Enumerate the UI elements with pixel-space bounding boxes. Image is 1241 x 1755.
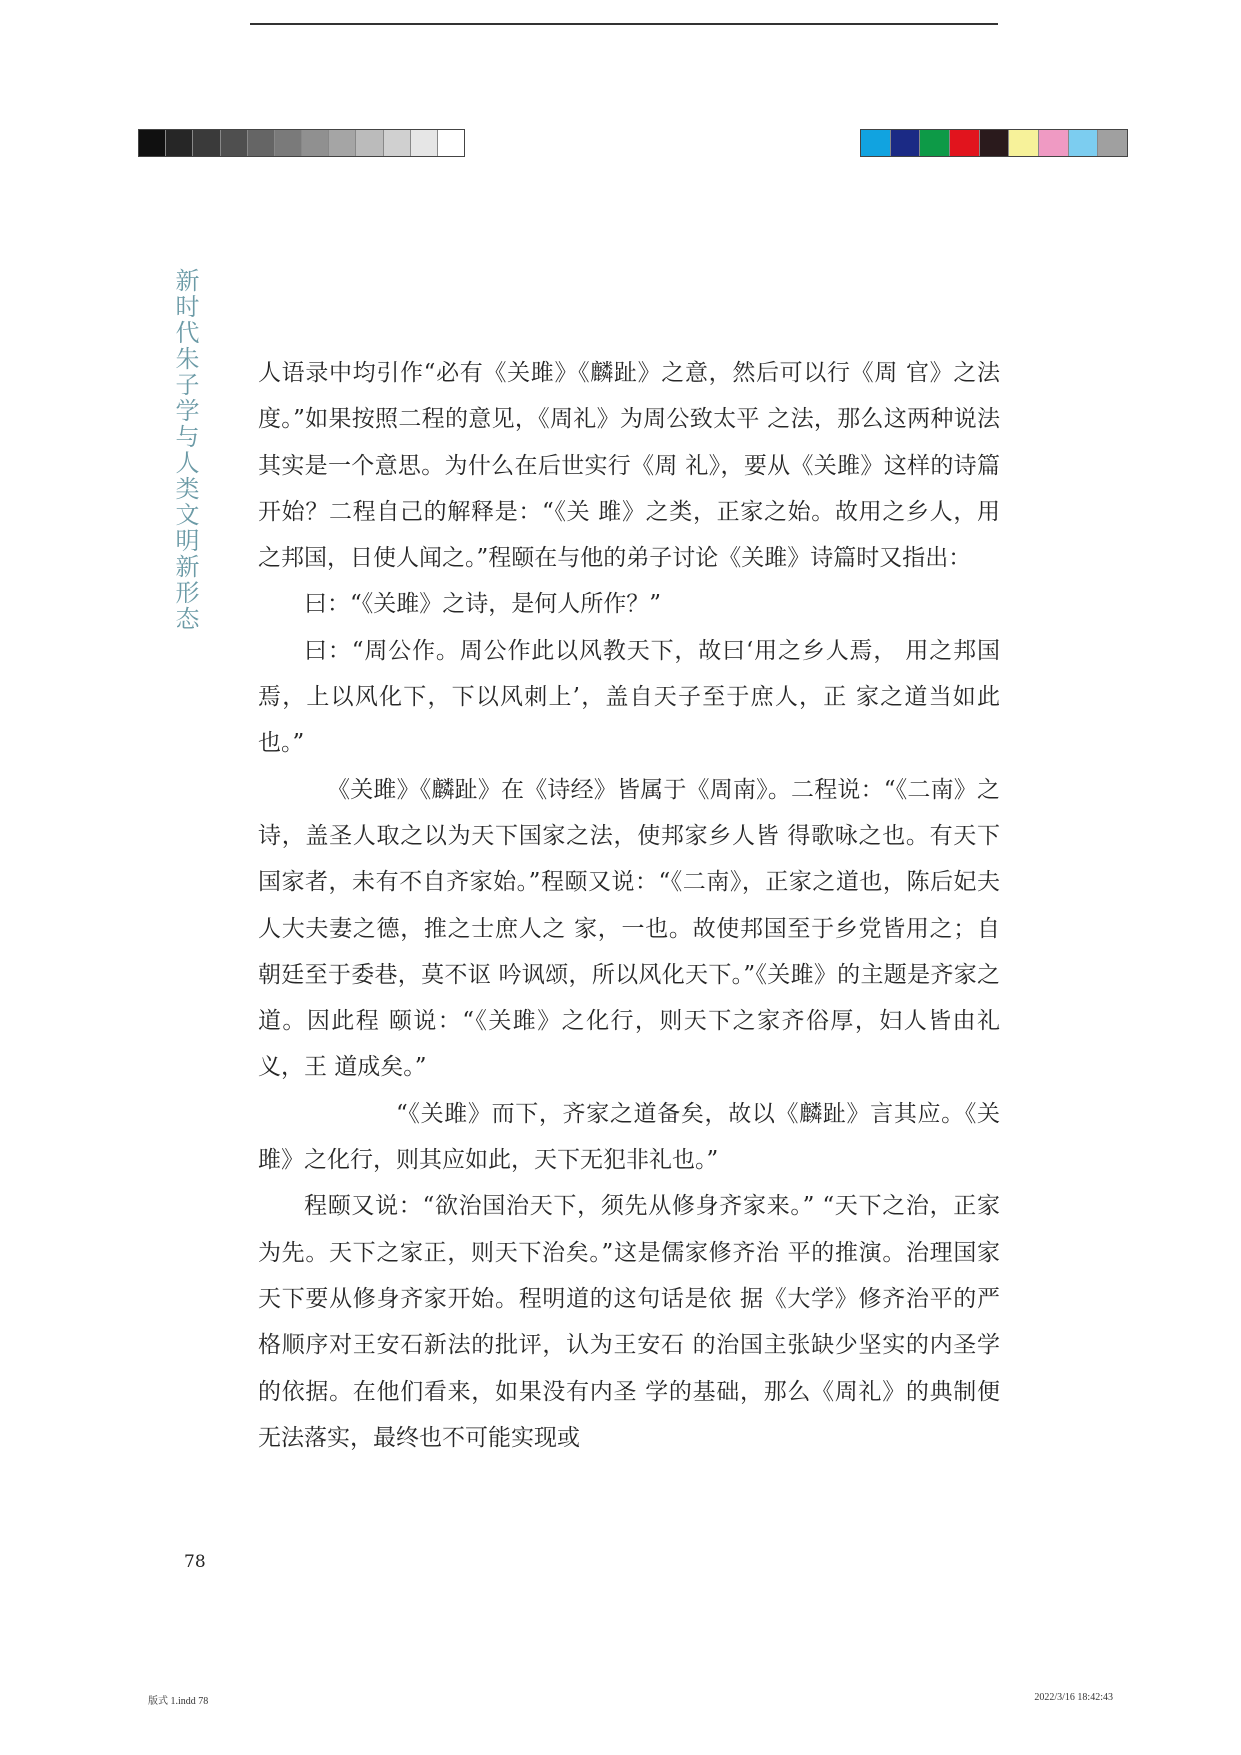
- color-swatch: [1039, 130, 1069, 156]
- process-color-bar: [860, 129, 1128, 157]
- gray-swatch: [356, 130, 383, 156]
- gray-swatch: [302, 130, 329, 156]
- color-swatch: [980, 130, 1010, 156]
- gray-swatch: [384, 130, 411, 156]
- paragraph: 曰：“《关雎》之诗，是何人所作？”: [304, 591, 662, 618]
- gray-swatch: [438, 130, 464, 156]
- running-book-title: 新时代朱子学与人类文明新形态: [171, 268, 199, 632]
- color-swatch: [920, 130, 950, 156]
- color-swatch: [1098, 130, 1127, 156]
- gray-swatch: [166, 130, 193, 156]
- paragraph: 《关雎》《麟趾》在《诗经》皆属于《周南》。二程说：“《二南》之诗，盖圣人取之以为天下国家之法，使邦家乡人皆 得歌咏之也。有天下国家者，未有不自齐家始。”程颐又说：“《二南》，正家之道也，陈后妃夫人大夫妻之德，推之士庶人之 家，一也。故使邦国至于乡党皆用之；自朝廷至于委巷，莫不讴 吟讽颂，所以风化天下。”《关雎》的主题是齐家之道。因此程 颐说：“《关雎》之化行，则天下之家齐俗厚，妇人皆由礼义，王 道成矣。”: [258, 776, 1000, 1081]
- color-swatch: [950, 130, 980, 156]
- paragraph: 曰：“周公作。周公作此以风教天下，故曰‘用之乡人焉， 用之邦国焉，上以风化下，下以风刺上’，盖自天子至于庶人，正 家之道当如此也。”: [258, 637, 1000, 757]
- color-swatch: [1069, 130, 1099, 156]
- gray-swatch: [139, 130, 166, 156]
- grayscale-color-bar: [138, 129, 465, 157]
- paragraph: 程颐又说：“欲治国治天下，须先从修身齐家来。” “天下之治，正家为先。天下之家正，则天下治矣。”这是儒家修齐治 平的推演。治理国家天下要从修身齐家开始。程明道的这句话是依 据《大学》修齐治平的严格顺序对王安石新法的批评，认为王安石 的治国主张缺少坚实的内圣学的依据。在他们看来，如果没有内圣 学的基础，那么《周礼》的典制便无法落实，最终也不可能实现或: [258, 1193, 1000, 1451]
- top-rule: [250, 23, 998, 25]
- color-swatch: [1009, 130, 1039, 156]
- color-swatch: [861, 130, 891, 156]
- page-number: 78: [184, 1552, 206, 1572]
- gray-swatch: [193, 130, 220, 156]
- gray-swatch: [221, 130, 248, 156]
- gray-swatch: [411, 130, 438, 156]
- footer-file-label: 版式 1.indd 78: [148, 1696, 209, 1707]
- gray-swatch: [275, 130, 302, 156]
- gray-swatch: [329, 130, 356, 156]
- color-swatch: [891, 130, 921, 156]
- body-text: [258, 350, 1000, 1461]
- paragraph: 人语录中均引作“必有《关雎》《麟趾》之意，然后可以行《周 官》之法度。”如果按照二程的意见，《周礼》为周公致太平 之法，那么这两种说法其实是一个意思。为什么在后世实行《周 礼》，要从《关雎》这样的诗篇开始？二程自己的解释是：“《关 雎》之类，正家之始。故用之乡人，用之邦国，日使人闻之。”程颐在与他的弟子讨论《关雎》诗篇时又指出：: [258, 360, 1000, 572]
- footer-timestamp: 2022/3/16 18:42:43: [1034, 1692, 1113, 1703]
- gray-swatch: [248, 130, 275, 156]
- paragraph: “《关雎》而下，齐家之道备矣，故以《麟趾》言其应。《关雎》之化行，则其应如此，天下无犯非礼也。”: [258, 1100, 1000, 1174]
